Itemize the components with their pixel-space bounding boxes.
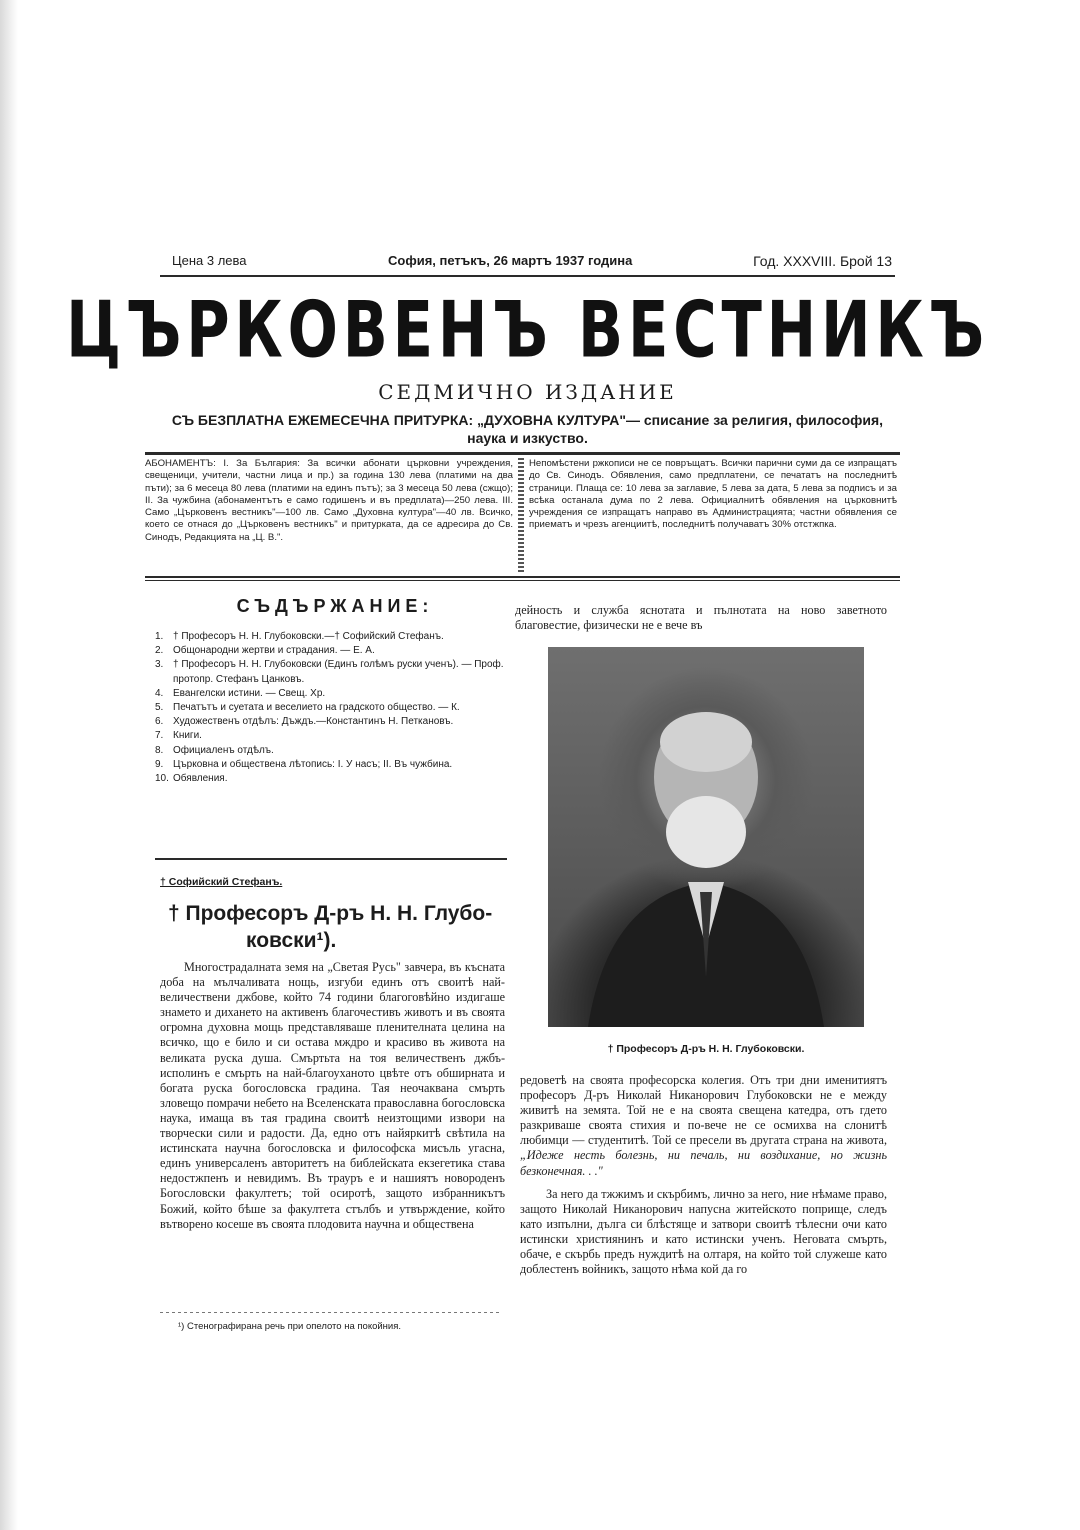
masthead-divider-bottom-thin <box>145 580 900 581</box>
toc-item: 3. † Професоръ Н. Н. Глубоковски (Единъ голѣмъ руски ученъ). — Проф. протопр. Стефанъ Цанковъ. <box>155 659 504 685</box>
subscription-boxes <box>145 458 900 573</box>
article-byline: † Софийский Стефанъ. <box>160 876 283 888</box>
masthead-subtitle: СЕДМИЧНО ИЗДАНИЕ <box>378 380 677 404</box>
issue-price: Цена 3 лева <box>172 253 247 268</box>
article-body-right: редоветѣ на своята професорска колегия. Отъ три дни именитиятъ професоръ Д-ръ Николай Никанорович Глубоковски не е между живитѣ на земята. Той не е на своята свещена катедра, отъ гдето разкриваше своята стихия и по-вече не се осмихва на слонитѣ любимци — студентитѣ. Той се пресели въ другата страна на живота, „Идеже несть болезнь, ни печаль, ни воздихание, но жизнь безконечная. . ." За него да тжжимъ и скърбимъ, лично за него, ние нѣмаме право, защото Николай Никанорович напусна житейското поприще, следъ като изпълни, дълга си блѣстяще и затвори своитѣ тѣлесни очи като истински християнинъ и като истински ученъ. Неговата смърть, обаче, е скърбь предъ нуждитѣ на олтаря, на който той служеше като доблестенъ войникъ, защото нѣма кой да го <box>520 1073 887 1277</box>
subscription-terms: АБОНАМЕНТЪ: I. За България: За всички абонати църковни учреждения, свещеници, учители, частни лица и пр.) за година 130 лева (платими на два пъти); за 6 месеца 80 лева (платими на единъ пътъ); за 3 месеца 50 лева (сжщо); II. За чужбина (абонаментътъ е само годишенъ и въ предплата)—250 лева. III. Само „Църковенъ вестникъ"—100 лв. Само „Духовна култура"—40 лв. Всичко, което се отнася до „Църковенъ вестникъ" и притурката, да се адресира до Св. Синодъ, Редакцията на „Ц. В.". <box>145 458 513 543</box>
toc-item: 9. Църковна и обществена лѣтопись: I. У насъ; II. Въ чужбина. <box>155 758 453 770</box>
portrait-illustration <box>548 647 864 1027</box>
issue-number: Год. XXXVIII. Брой 13 <box>753 253 892 269</box>
photo-caption: † Професоръ Д-ръ Н. Н. Глубоковски. <box>607 1043 805 1055</box>
toc-item: 10. Обявления. <box>155 773 228 785</box>
toc-item: 1. † Професоръ Н. Н. Глубоковски.—† Софийский Стефанъ. <box>155 631 444 642</box>
toc-item: 8. Официаленъ отдѣлъ. <box>155 744 274 756</box>
toc-item: 4. Евангелски истини. — Свещ. Хр. <box>155 687 326 699</box>
toc-item: 2. Общонародни жертви и страдания. — Е. А. <box>155 645 375 657</box>
header-divider <box>160 275 895 277</box>
box-divider <box>518 458 524 573</box>
issue-header <box>160 253 900 275</box>
article-body-left: Многострадалната земя на „Светая Русь" завчера, въ късната доба на мълчаливата нощь, изгуби единъ отъ своитѣ най-величествени джбове, който 74 години благоговѣйно издигаше знамето и дихането на активенъ благочестивъ животъ и въ своята огромна духовна мощь представляваше пленителната целина на всичко, що е било и си остава мждро и красиво въ живота на великата руска душа. Смъртьта на тоя величественъ джбъ-исполинъ е смърть на най-благоуханото цвѣте отъ обширната и богата руска богословска градина. Тая неочаквана смърть зловещо помрачи небето на Вселенската православна богословска наука, имаща въ тая градина своитѣ неизтощими извори на творчески сили и радости. Да, едно отъ найяркитѣ свѣтила на истинската научна богословска и философска мисъль угасна, единъ универсаленъ авторитетъ на библейската екзегетика става недостжпенъ и невидимъ. Въ трауръ е и нашиятъ новороденъ Богословски факултетъ; той осиротѣ, защото избранникътъ Божий, който бѣше за факултета стълбъ и утвърждение, който вътворено косеше въ своята плодовита научна и обществена <box>160 960 505 1231</box>
toc-title: СЪДЪРЖАНИЕ: <box>236 596 434 616</box>
masthead-divider-bottom <box>145 576 900 578</box>
article-title: † Професоръ Д-ръ Н. Н. Глубо- ковски¹). <box>168 902 493 952</box>
page-binding-shadow <box>0 0 18 1530</box>
toc-divider <box>155 858 507 860</box>
masthead-title: ЦЪРКОВЕНЪ ВЕСТНИКЪ <box>66 284 989 376</box>
toc-item: 6. Художественъ отдѣлъ: Дъждъ.—Константинъ Н. Петкановъ. <box>155 716 454 728</box>
masthead-divider-top <box>145 452 900 455</box>
article-footnote: ¹) Стенографирана речь при опелото на покойния. <box>178 1321 402 1332</box>
issue-date: София, петъкъ, 26 мартъ 1937 година <box>388 253 633 268</box>
footnote-divider <box>160 1312 500 1313</box>
table-of-contents <box>155 630 515 786</box>
supplement-note: СЪ БЕЗПЛАТНА ЕЖЕМЕСЕЧНА ПРИТУРКА: „ДУХОВНА КУЛТУРА"— списание за религия, философия, наука и изкуство. <box>171 412 884 446</box>
toc-item: 5. Печатътъ и суетата и веселието на градското общество. — К. <box>155 702 460 714</box>
portrait-photo <box>548 647 864 1027</box>
article-body-right-top: дейность и служба яснотата и пълнотата на ново заветното благовестие, физически не е вече въ <box>515 603 887 633</box>
scripture-quote: „Идеже несть болезнь, ни печаль, ни воздихание, но жизнь безконечная. . ." <box>520 1148 887 1178</box>
toc-item: 7. Книги. <box>155 730 202 742</box>
advertising-terms: Непомѣстени ржкописи не се повръщатъ. Всички парични суми да се изпращатъ до Св. Синодъ. Обявления, само предплатени, се печататъ на последнитѣ страници. Плаща се: 10 лева за заглавие, 5 лева за дата, 5 лева за подписъ и за всѣка останала дума по 2 лева. Официалнитѣ обявления на църковнитѣ учреждения се изпращатъ направо въ Администрацията; частни обявления се приематъ и чрезъ агенциитѣ, последнитѣ получаватъ 30% отстжпка. <box>529 458 897 531</box>
